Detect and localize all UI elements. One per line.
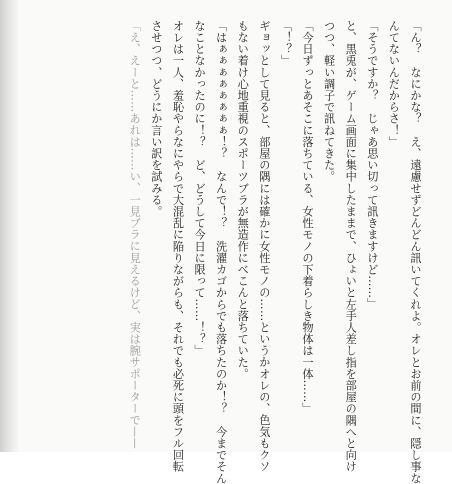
- text-line: オレは一人、羞恥やらなにやらで大混乱に陥りながらも、それでも必死に頭をフル回転: [171, 20, 185, 473]
- text-line: 「え、えーと……あれは……い、一見ブラに見えるけど、実は腕サポーターで——: [128, 20, 142, 450]
- text-line: と、黒兎が、ゲーム画面に集中したままで、ひょいと左手人差し指を部屋の隅へと向け: [344, 20, 358, 473]
- text-line: させつつ、どうにか言い訳を試みる。: [149, 20, 163, 218]
- text-line: 「はぁぁぁぁぁぁぁぁ！？ なんで！？ 洗濯カゴからでも落ちたのか！？ 今までそん: [214, 20, 228, 484]
- text-line: 「今日ずっとあそこに落ちている、女性モノの下着らしき物体は一体……」: [301, 20, 315, 415]
- text-line: 「そうですか？ じゃあ思い切って訊きますけど……」: [365, 20, 379, 310]
- text-line: んてないんだからさ！」: [387, 20, 401, 148]
- vertical-text-block: [0, 20, 426, 484]
- text-line: 「ん？ なにかな？ え、遠慮せずどんどん訊いてくれよ。オレとお前の間に、隠し事な: [409, 20, 422, 484]
- text-line: もない着け心地重視のスポーツブラが無造作にべこんと落ちていた。: [236, 20, 250, 380]
- text-line: つつ、軽い調子で訊ねてきた。: [322, 20, 336, 183]
- text-line: なことなかったのに！？ ど、どうして今日に限って……！？」: [193, 20, 207, 357]
- text-line: ギョッとして見ると、部屋の隅には確かに女性モノの……というかオレの、色気もクソ: [257, 20, 271, 473]
- text-line: 「！？」: [279, 20, 293, 67]
